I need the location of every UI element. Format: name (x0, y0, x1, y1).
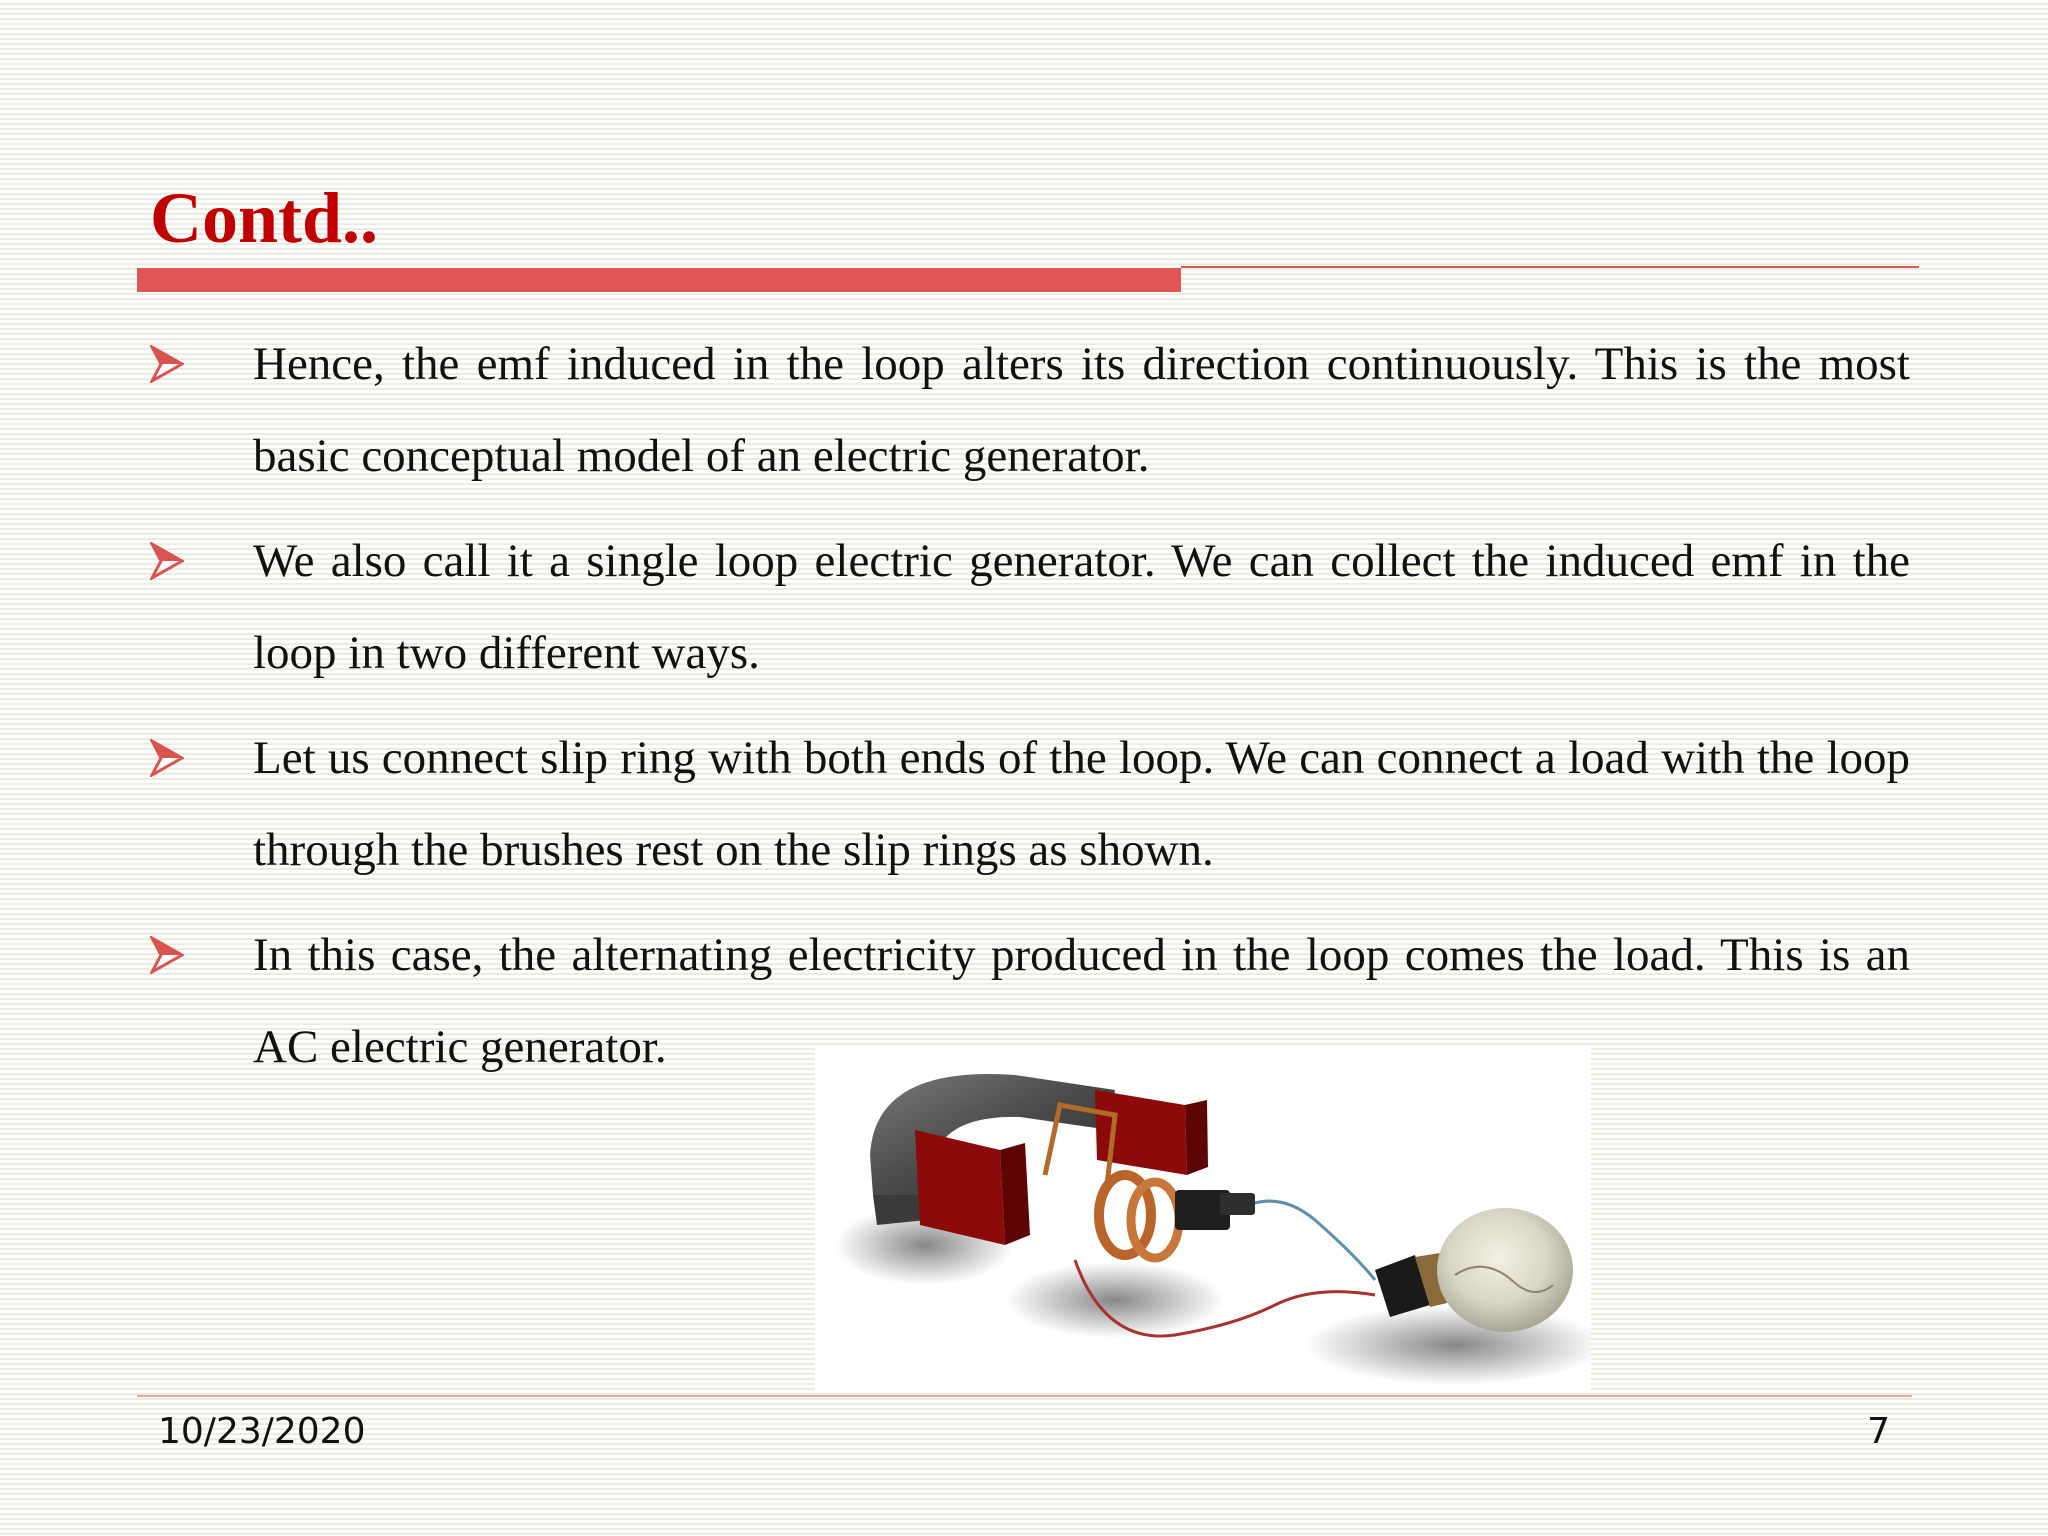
arrow-bullet-icon (150, 542, 184, 580)
slide-title: Contd.. (150, 178, 379, 258)
arrow-bullet-icon (150, 936, 184, 974)
bullet-text: Let us connect slip ring with both ends of the loop. We can connect a load with the loop through the brushes rest on the slip rings as shown. (253, 732, 1910, 876)
bullet-list (150, 318, 1910, 1106)
bullet-item (150, 712, 1910, 896)
footer-divider (137, 1395, 1912, 1397)
arrow-bullet-icon (150, 739, 184, 777)
title-underline-thin (1181, 266, 1919, 268)
bullet-text: Hence, the emf induced in the loop alters its direction continuously. This is the most basic conceptual model of an electric generator. (253, 338, 1910, 482)
bullet-item (150, 318, 1910, 502)
footer-page-number: 7 (1867, 1411, 1890, 1452)
bullet-text: In this case, the alternating electricity produced in the loop comes the load. This is an AC electric generator. (253, 929, 1910, 1073)
generator-illustration-icon (815, 1045, 1591, 1390)
generator-illustration-svg (815, 1045, 1591, 1390)
title-underline-thick (137, 268, 1181, 292)
bullet-item (150, 515, 1910, 699)
arrow-bullet-icon (150, 345, 184, 383)
footer-date: 10/23/2020 (158, 1411, 366, 1452)
bullet-text: We also call it a single loop electric generator. We can collect the induced emf in the loop in two different ways. (253, 535, 1910, 679)
